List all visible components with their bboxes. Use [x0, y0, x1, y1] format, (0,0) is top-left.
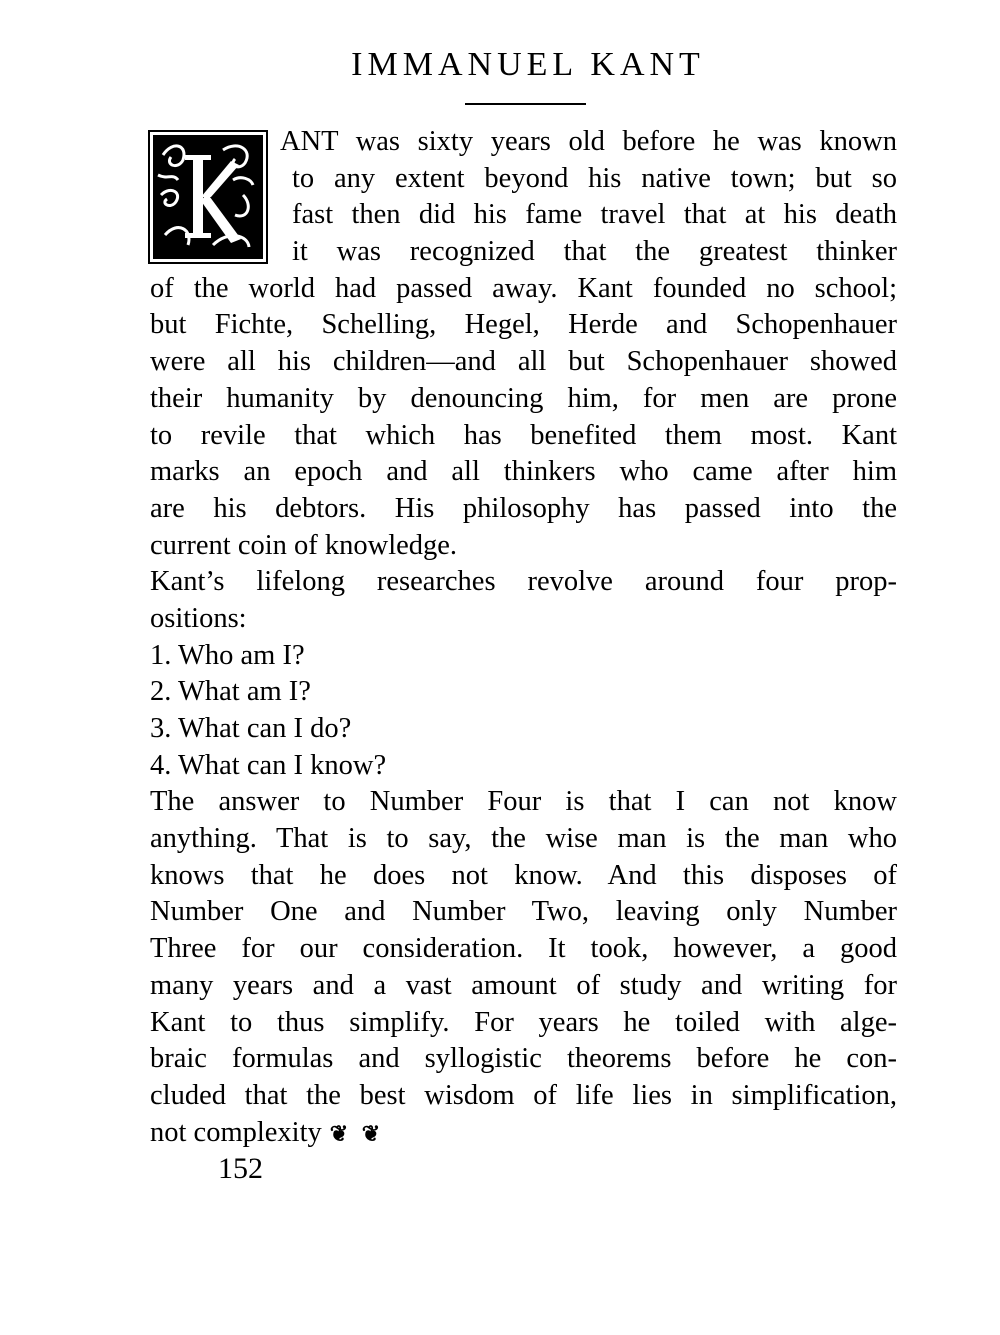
line-text: Three for our consideration. It took, however, a good [150, 933, 897, 965]
text-line [150, 784, 897, 821]
text-line [150, 748, 897, 785]
text-line [150, 454, 897, 491]
line-text: of the world had passed away. Kant founded no school; [150, 272, 897, 304]
text-line [150, 894, 897, 931]
text-line [150, 931, 897, 968]
line-text: 3. What can I do? [150, 713, 352, 744]
text-line [150, 491, 897, 528]
text-line [150, 1115, 897, 1152]
line-text: Kant’s lifelong researches revolve around four prop- [150, 566, 897, 598]
text-line [150, 968, 897, 1005]
line-text: their humanity by denouncing him, for men are prone [150, 382, 897, 414]
text-line [150, 197, 897, 234]
text-line [150, 564, 897, 601]
text-line [150, 1041, 897, 1078]
page-title: IMMANUEL KANT [351, 46, 705, 83]
text-line [150, 858, 897, 895]
body-text [150, 124, 897, 1151]
line-text: marks an epoch and all thinkers who came after him [150, 456, 897, 488]
page-number: 152 [218, 1152, 263, 1185]
line-text: to revile that which has benefited them most. Kant [150, 419, 897, 451]
line-text: braic formulas and syllogistic theorems before he con- [150, 1043, 897, 1075]
line-text: cluded that the best wisdom of life lies in simplification, [150, 1079, 897, 1111]
line-text: 4. What can I know? [150, 749, 387, 781]
line-text: many years and a vast amount of study and writing for [150, 969, 897, 1001]
text-line [150, 528, 897, 565]
line-text: 2. What am I? [150, 676, 311, 708]
text-line [150, 638, 897, 675]
text-line [150, 161, 897, 198]
text-line [150, 821, 897, 858]
text-line [150, 711, 897, 748]
line-text: anything. That is to say, the wise man is the man who [150, 823, 897, 855]
text-line [150, 271, 897, 308]
text-line [150, 674, 897, 711]
line-text: to any extent beyond his native town; but so [292, 162, 897, 194]
text-line [150, 124, 897, 161]
text-line [150, 234, 897, 271]
line-text: it was recognized that the greatest thinker [292, 236, 897, 268]
text-line [150, 1078, 897, 1115]
text-line [150, 307, 897, 344]
line-text: ANT was sixty years old before he was known [280, 126, 897, 157]
line-text: ositions: [150, 602, 247, 634]
text-line [150, 344, 897, 381]
line-text: but Fichte, Schelling, Hegel, Herde and Schopenhauer [150, 309, 897, 341]
line-text: 1. Who am I? [150, 639, 305, 671]
text-line [150, 418, 897, 455]
line-text: fast then did his fame travel that at his death [292, 199, 897, 231]
line-text: Kant to thus simplify. For years he toiled with alge- [150, 1006, 897, 1038]
line-text: current coin of knowledge. [150, 529, 458, 561]
text-line [150, 1005, 897, 1042]
line-text: are his debtors. His philosophy has passed into the [150, 492, 897, 524]
line-text: knows that he does not know. And this disposes of [150, 859, 897, 891]
line-text: not complexity [150, 1116, 322, 1148]
line-text: Number One and Number Two, leaving only Number [150, 896, 897, 928]
line-text: The answer to Number Four is that I can not know [150, 786, 897, 818]
line-text: were all his children—and all but Schopenhauer showed [150, 346, 897, 378]
text-line [150, 601, 897, 638]
text-line [150, 381, 897, 418]
fleuron-ornament-icon: ❦ ❦ [329, 1120, 385, 1146]
title-rule [465, 103, 586, 105]
